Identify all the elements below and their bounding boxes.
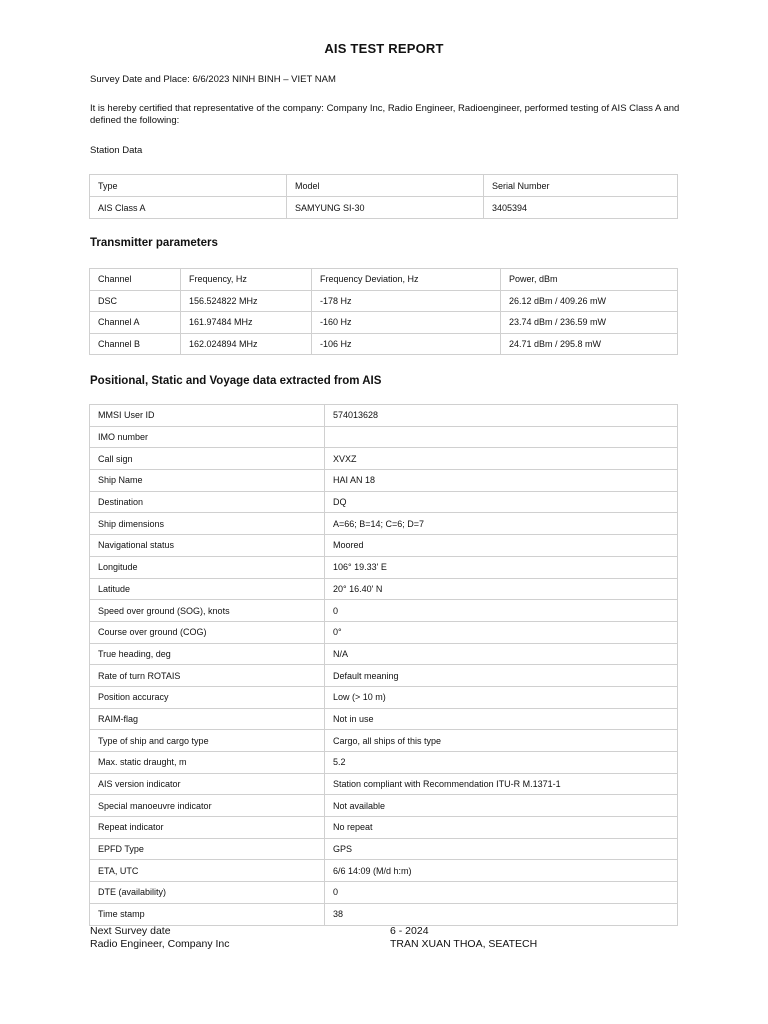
table-row (90, 903, 678, 925)
ais-field-label: Type of ship and cargo type (90, 730, 325, 752)
table-header-row (90, 175, 678, 197)
station-data-table (89, 174, 678, 219)
ais-field-value: 6/6 14:09 (M/d h:m) (325, 860, 678, 882)
table-row (90, 882, 678, 904)
signatory-name: TRAN XUAN THOA, SEATECH (390, 938, 538, 950)
table-row (90, 643, 678, 665)
ais-field-value: XVXZ (325, 448, 678, 470)
table-row (90, 665, 678, 687)
ais-field-label: ETA, UTC (90, 860, 325, 882)
ais-field-label: RAIM-flag (90, 708, 325, 730)
table-row (90, 708, 678, 730)
ais-data-heading: Positional, Static and Voyage data extracted from AIS (90, 375, 382, 387)
table-row (90, 426, 678, 448)
ais-field-label: Destination (90, 491, 325, 513)
ais-field-value (325, 426, 678, 448)
table-row (90, 290, 678, 312)
survey-date-place: Survey Date and Place: 6/6/2023 NINH BINH – VIET NAM (90, 74, 336, 85)
header-power: Power, dBm (501, 269, 678, 291)
station-data-label: Station Data (90, 145, 143, 156)
table-row (90, 752, 678, 774)
cell-deviation: -160 Hz (312, 312, 501, 334)
cell-channel: DSC (90, 290, 181, 312)
ais-field-value: 20° 16.40' N (325, 578, 678, 600)
ais-data-table (89, 404, 678, 926)
header-channel: Channel (90, 269, 181, 291)
ais-field-value: A=66; B=14; C=6; D=7 (325, 513, 678, 535)
engineer-company: Radio Engineer, Company Inc (90, 938, 230, 950)
table-row (90, 860, 678, 882)
ais-field-value: Default meaning (325, 665, 678, 687)
station-serial: 3405394 (484, 197, 678, 219)
next-survey-date: 6 - 2024 (390, 925, 429, 937)
ais-field-value: Not in use (325, 708, 678, 730)
table-header-row (90, 269, 678, 291)
ais-field-value: Moored (325, 535, 678, 557)
header-model: Model (287, 175, 484, 197)
ais-field-value: N/A (325, 643, 678, 665)
table-row (90, 513, 678, 535)
header-type: Type (90, 175, 287, 197)
ais-field-value: 5.2 (325, 752, 678, 774)
ais-field-label: True heading, deg (90, 643, 325, 665)
ais-field-value: 574013628 (325, 405, 678, 427)
ais-field-value: GPS (325, 838, 678, 860)
transmitter-heading: Transmitter parameters (90, 237, 218, 249)
ais-field-label: Navigational status (90, 535, 325, 557)
ais-field-label: Longitude (90, 556, 325, 578)
ais-field-label: Time stamp (90, 903, 325, 925)
table-row (90, 333, 678, 355)
certification-text: It is hereby certified that representative of the company: Company Inc, Radio Engineer, Radioengineer, performed testing of AIS Class A and defined the following: (90, 103, 680, 126)
ais-field-label: Repeat indicator (90, 817, 325, 839)
ais-field-label: IMO number (90, 426, 325, 448)
ais-field-label: Rate of turn ROTAIS (90, 665, 325, 687)
ais-field-label: Speed over ground (SOG), knots (90, 600, 325, 622)
transmitter-table (89, 268, 678, 355)
cell-power: 24.71 dBm / 295.8 mW (501, 333, 678, 355)
table-row (90, 448, 678, 470)
ais-field-value: DQ (325, 491, 678, 513)
ais-field-value: Cargo, all ships of this type (325, 730, 678, 752)
table-row (90, 621, 678, 643)
cell-channel: Channel A (90, 312, 181, 334)
ais-field-label: Ship dimensions (90, 513, 325, 535)
ais-field-label: Course over ground (COG) (90, 621, 325, 643)
cell-frequency: 161.97484 MHz (181, 312, 312, 334)
ais-field-label: DTE (availability) (90, 882, 325, 904)
table-row (90, 838, 678, 860)
ais-field-label: Special manoeuvre indicator (90, 795, 325, 817)
table-row (90, 312, 678, 334)
cell-frequency: 156.524822 MHz (181, 290, 312, 312)
table-row (90, 197, 678, 219)
table-row (90, 730, 678, 752)
cell-deviation: -106 Hz (312, 333, 501, 355)
ais-field-label: Ship Name (90, 470, 325, 492)
cell-power: 23.74 dBm / 236.59 mW (501, 312, 678, 334)
cell-power: 26.12 dBm / 409.26 mW (501, 290, 678, 312)
ais-field-label: EPFD Type (90, 838, 325, 860)
ais-field-value: 38 (325, 903, 678, 925)
ais-field-label: MMSI User ID (90, 405, 325, 427)
table-row (90, 491, 678, 513)
ais-field-value: HAI AN 18 (325, 470, 678, 492)
header-serial-number: Serial Number (484, 175, 678, 197)
ais-field-value: 0° (325, 621, 678, 643)
ais-field-value: 0 (325, 882, 678, 904)
table-row (90, 600, 678, 622)
table-row (90, 470, 678, 492)
ais-field-value: Station compliant with Recommendation ITU-R M.1371-1 (325, 773, 678, 795)
ais-field-value: No repeat (325, 817, 678, 839)
ais-field-label: Call sign (90, 448, 325, 470)
ais-field-value: 106° 19.33' E (325, 556, 678, 578)
ais-field-value: 0 (325, 600, 678, 622)
header-deviation: Frequency Deviation, Hz (312, 269, 501, 291)
cell-deviation: -178 Hz (312, 290, 501, 312)
header-frequency: Frequency, Hz (181, 269, 312, 291)
ais-field-label: Position accuracy (90, 686, 325, 708)
table-row (90, 405, 678, 427)
ais-field-label: AIS version indicator (90, 773, 325, 795)
station-type: AIS Class A (90, 197, 287, 219)
table-row (90, 773, 678, 795)
table-row (90, 795, 678, 817)
ais-field-label: Max. static draught, m (90, 752, 325, 774)
table-row (90, 686, 678, 708)
footer-left (90, 925, 230, 951)
ais-field-label: Latitude (90, 578, 325, 600)
cell-channel: Channel B (90, 333, 181, 355)
report-title: AIS TEST REPORT (324, 41, 444, 56)
table-row (90, 556, 678, 578)
table-row (90, 535, 678, 557)
ais-field-value: Not available (325, 795, 678, 817)
ais-field-value: Low (> 10 m) (325, 686, 678, 708)
table-row (90, 817, 678, 839)
table-row (90, 578, 678, 600)
cell-frequency: 162.024894 MHz (181, 333, 312, 355)
footer-right (390, 925, 537, 951)
station-model: SAMYUNG SI-30 (287, 197, 484, 219)
next-survey-label: Next Survey date (90, 925, 171, 937)
